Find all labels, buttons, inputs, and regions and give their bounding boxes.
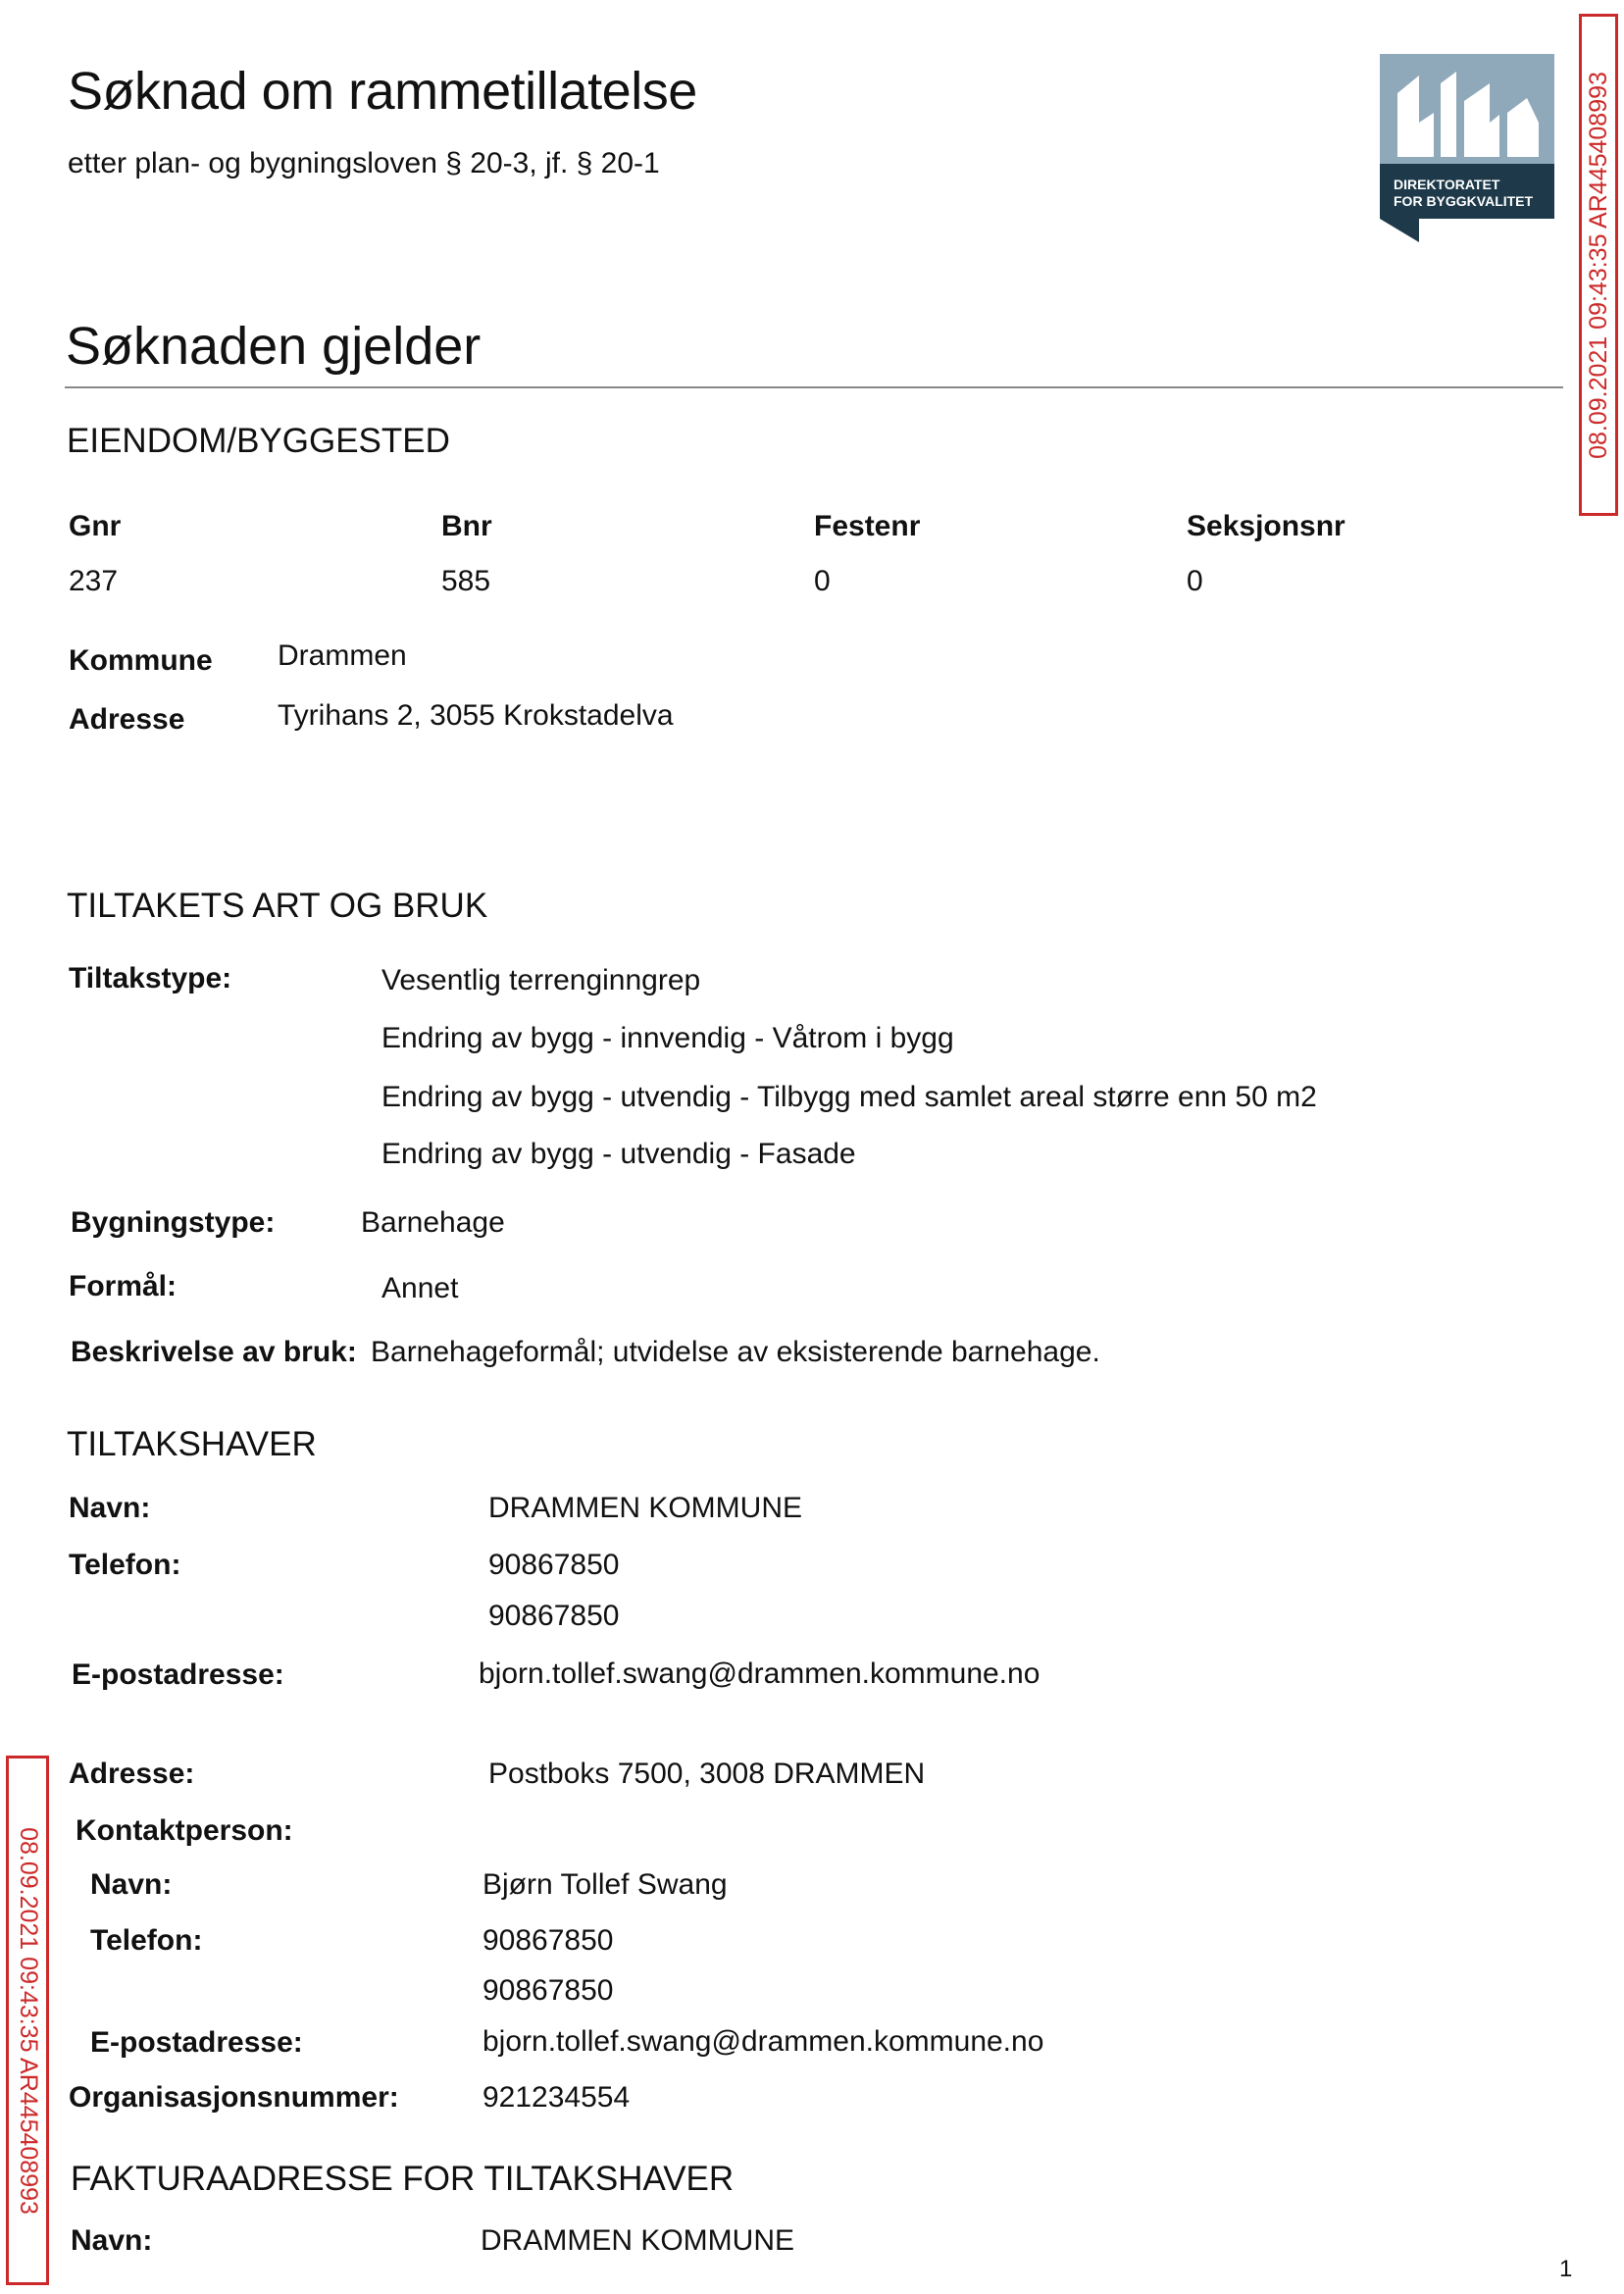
- logo-text-line1: DIREKTORATET: [1394, 177, 1500, 192]
- faktura-heading: FAKTURAADRESSE FOR TILTAKSHAVER: [71, 2160, 735, 2198]
- faktura-navn-value: DRAMMEN KOMMUNE: [481, 2224, 794, 2257]
- logo-text-line2: FOR BYGGKVALITET: [1394, 193, 1534, 209]
- festenr-label: Festenr: [814, 510, 921, 542]
- stamp-text: 08.09.2021 09:43:35 AR445408993: [14, 1826, 42, 2215]
- telefon-value: 90867850: [488, 1549, 620, 1581]
- beskrivelse-label: Beskrivelse av bruk:: [71, 1336, 357, 1368]
- eiendom-heading: EIENDOM/BYGGESTED: [67, 422, 450, 460]
- postadresse-label: Adresse:: [69, 1758, 195, 1790]
- epost-label: E-postadresse:: [72, 1658, 284, 1691]
- formal-label: Formål:: [69, 1270, 178, 1302]
- kommune-label: Kommune: [69, 644, 213, 677]
- bygningstype-value: Barnehage: [361, 1206, 505, 1239]
- kontakt-telefon-value: 90867850: [482, 1974, 614, 2007]
- kommune-value: Drammen: [278, 639, 407, 672]
- document-title: Søknad om rammetillatelse: [68, 62, 697, 121]
- tiltakstype-label: Tiltakstype:: [69, 962, 232, 994]
- orgnr-label: Organisasjonsnummer:: [69, 2081, 399, 2114]
- festenr-value: 0: [814, 565, 831, 597]
- registration-stamp-bottom: [6, 1756, 49, 2285]
- gnr-value: 237: [69, 565, 119, 597]
- tiltak-heading: TILTAKETS ART OG BRUK: [67, 887, 488, 925]
- adresse-label: Adresse: [69, 703, 185, 736]
- document-subtitle: etter plan- og bygningsloven § 20-3, jf. § 20-1: [68, 147, 660, 179]
- formal-value: Annet: [381, 1272, 459, 1304]
- tiltakstype-item: Vesentlig terrenginngrep: [381, 964, 701, 996]
- kontakt-telefon-value: 90867850: [482, 1924, 614, 1957]
- navn-label: Navn:: [69, 1492, 151, 1524]
- beskrivelse-value: Barnehageformål; utvidelse av eksisterende barnehage.: [371, 1336, 1100, 1368]
- stamp-text: 08.09.2021 09:43:35 AR445408993: [1584, 71, 1612, 459]
- kontakt-navn-value: Bjørn Tollef Swang: [482, 1868, 728, 1901]
- kontakt-telefon-label: Telefon:: [90, 1924, 203, 1957]
- orgnr-value: 921234554: [482, 2081, 631, 2114]
- tiltakshaver-heading: TILTAKSHAVER: [67, 1425, 317, 1463]
- tiltakstype-item: Endring av bygg - utvendig - Fasade: [381, 1138, 856, 1170]
- dibk-logo-icon: [1380, 54, 1554, 242]
- gnr-label: Gnr: [69, 510, 122, 542]
- faktura-navn-label: Navn:: [71, 2224, 153, 2257]
- section-title: Søknaden gjelder: [66, 317, 482, 376]
- section-divider: [65, 386, 1563, 388]
- kontakt-epost-value: bjorn.tollef.swang@drammen.kommune.no: [482, 2025, 1044, 2058]
- telefon-label: Telefon:: [69, 1549, 181, 1581]
- bnr-value: 585: [441, 565, 491, 597]
- telefon-value: 90867850: [488, 1600, 620, 1632]
- bygningstype-label: Bygningstype:: [71, 1206, 276, 1239]
- kontaktperson-label: Kontaktperson:: [76, 1814, 293, 1847]
- seksjonsnr-label: Seksjonsnr: [1187, 510, 1345, 542]
- bnr-label: Bnr: [441, 510, 492, 542]
- seksjonsnr-value: 0: [1187, 565, 1203, 597]
- kontakt-epost-label: E-postadresse:: [90, 2026, 303, 2059]
- page-number: 1: [1559, 2256, 1573, 2282]
- epost-value: bjorn.tollef.swang@drammen.kommune.no: [479, 1657, 1040, 1690]
- kontakt-navn-label: Navn:: [90, 1868, 173, 1901]
- tiltakstype-item: Endring av bygg - utvendig - Tilbygg med samlet areal større enn 50 m2: [381, 1081, 1317, 1113]
- adresse-value: Tyrihans 2, 3055 Krokstadelva: [278, 699, 674, 732]
- tiltakstype-item: Endring av bygg - innvendig - Våtrom i bygg: [381, 1022, 954, 1054]
- navn-value: DRAMMEN KOMMUNE: [488, 1492, 802, 1524]
- postadresse-value: Postboks 7500, 3008 DRAMMEN: [488, 1758, 926, 1790]
- registration-stamp-top: [1579, 14, 1618, 516]
- dibk-logo: [1380, 54, 1554, 242]
